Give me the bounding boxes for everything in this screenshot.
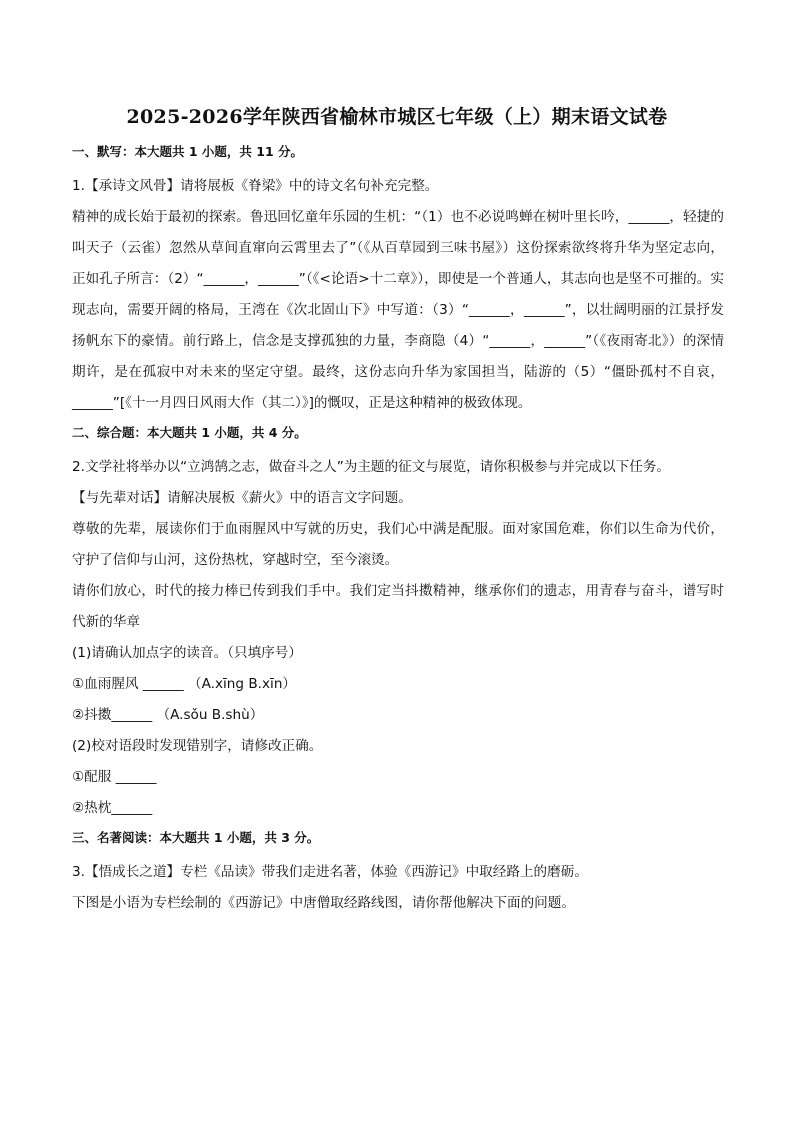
question-2-sub-1: (1)请确认加点字的读音。（只填序号） — [72, 645, 302, 661]
section-heading-3: 三、名著阅读：本大题共 1 小题，共 3 分。 — [72, 830, 320, 845]
section-heading-2: 二、综合题：本大题共 1 小题，共 4 分。 — [72, 425, 307, 440]
question-2-para-2: 请你们放心，时代的接力棒已传到我们手中。我们定当抖擞精神，继承你们的遗志，用青春与奋斗，谱写时代新的华章 — [72, 583, 724, 630]
question-3-body: 下图是小语为专栏绘制的《西游记》中唐僧取经路线图，请你帮他解决下面的问题。 — [72, 895, 575, 911]
question-2-sub-2: (2)校对语段时发现错别字，请修改正确。 — [72, 738, 323, 754]
question-2-sub-2b: ②热枕______ — [72, 800, 153, 816]
question-2-para-1: 尊敬的先辈，展读你们于血雨腥风中写就的历史，我们心中满是配服。面对家国危难，你们以生命为代价，守护了信仰与山河，这份热枕，穿越时空，至今滚烫。 — [72, 521, 724, 568]
exam-title: 2025-2026学年陕西省榆林市城区七年级（上）期末语文试卷 — [126, 106, 668, 128]
question-1-body: 精神的成长始于最初的探索。鲁迅回忆童年乐园的生机：“（1）也不必说鸣蝉在树叶里长吟，______，轻捷的叫天子（云雀）忽然从草间直窜向云霄里去了”（《从百草园到三味书屋》）这份探索欲终将升华为坚定志向，正如孔子所言：（2）“______，______”（《<论语>十二章》），即使是一个普通人，其志向也是坚不可摧的。实现志向，需要开阔的格局，王湾在《次北固山下》中写道：（3）“______，______”，以壮阔明丽的江景抒发扬帆东下的豪情。前行路上，信念是支撑孤独的力量，李商隐（4）“______，______”（《夜雨寄北》）的深情期许，是在孤寂中对未来的坚定守望。最终，这份志向升华为家国担当，陆游的（5）“僵卧孤村不自哀，______”[《十一月四日风雨大作（其二）》]的慨叹，正是这种精神的极致体现。 — [72, 209, 724, 411]
question-2-sub-1a: ①血雨腥风 ______ （A.xīng B.xīn） — [72, 676, 297, 692]
question-1-stem: 1.【承诗文风骨】请将展板《脊梁》中的诗文名句补充完整。 — [72, 178, 439, 194]
question-2-stem: 2.文学社将举办以“立鸿鹄之志，做奋斗之人”为主题的征文与展览，请你积极参与并完成以下任务。 — [72, 459, 670, 475]
question-2-sub-2a: ①配服 ______ — [72, 769, 157, 785]
question-3-stem: 3.【悟成长之道】专栏《品读》带我们走进名著，体验《西游记》中取经路上的磨砺。 — [72, 864, 588, 880]
question-2-task: 【与先辈对话】请解决展板《薪火》中的语言文字问题。 — [72, 490, 412, 506]
question-2-sub-1b: ②抖擞______ （A.sǒu B.shù） — [72, 707, 264, 723]
section-heading-1: 一、默写：本大题共 1 小题，共 11 分。 — [72, 144, 304, 159]
